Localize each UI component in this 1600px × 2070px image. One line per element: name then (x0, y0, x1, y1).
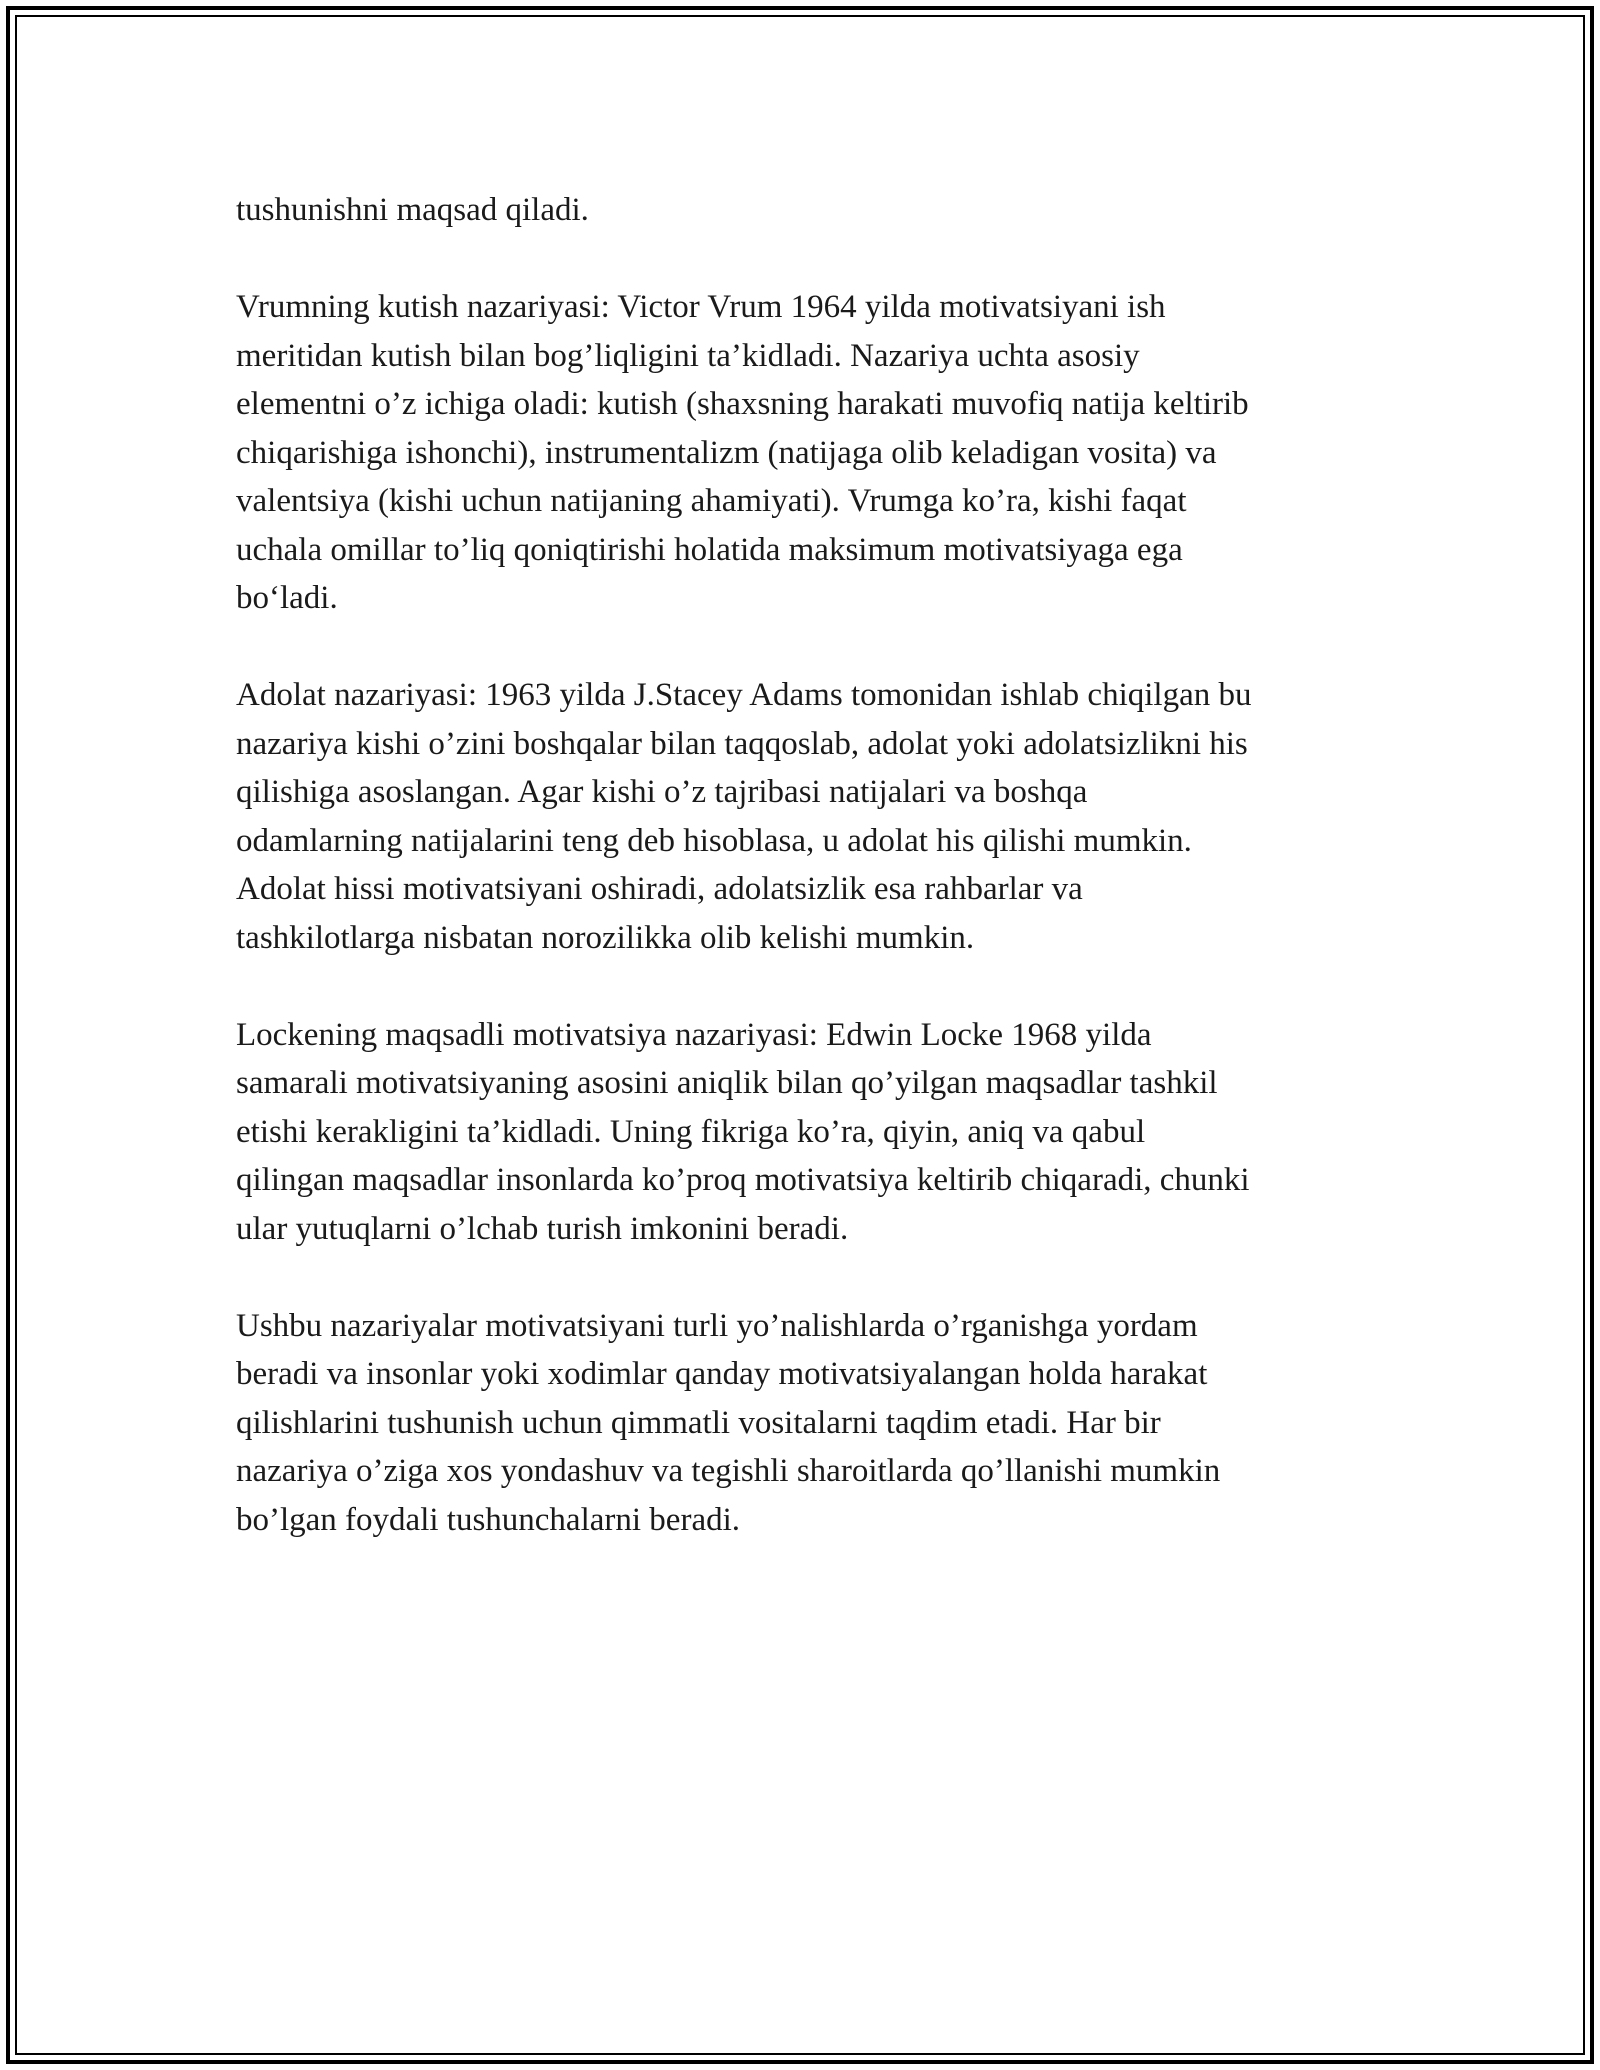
paragraph-conclusion: Ushbu nazariyalar motivatsiyani turli yo’nalishlarda o’rganishga yordam beradi va insonlar yoki xodimlar qanday motivatsiyalangan holda harakat qilishlarini tushunish uchun qimmatli vositalarni taqdim etadi. Har bir nazariya o’ziga xos yondashuv va tegishli sharoitlarda qo’llanishi mumkin bo’lgan foydali tushunchalarni beradi. (236, 1307, 1221, 1538)
paragraph-continuation: tushunishni maqsad qiladi. (236, 192, 589, 228)
page-content (236, 186, 1376, 1593)
paragraph-locke-goal-setting-theory: Lockening maqsadli motivatsiya nazariyasi: Edwin Locke 1968 yilda samarali motivatsiyaning asosini aniqlik bilan qo’yilgan maqsadlar tashkil etishi kerakligini ta’kidladi. Uning fikriga ko’ra, qiyin, aniq va qabul qilingan maqsadlar insonlarda ko’proq motivatsiya keltirib chiqaradi, chunki ular yutuqlarni o’lchab turish imkonini beradi. (236, 1016, 1250, 1247)
paragraph-adams-equity-theory: Adolat nazariyasi: 1963 yilda J.Stacey Adams tomonidan ishlab chiqilgan bu nazariya kishi o’zini boshqalar bilan taqqoslab, adolat yoki adolatsizlikni his qilishiga asoslangan. Agar kishi o’z tajribasi natijalari va boshqa odamlarning natijalarini teng deb hisoblasa, u adolat his qilishi mumkin. Adolat hissi motivatsiyani oshiradi, adolatsizlik esa rahbarlar va tashkilotlarga nisbatan norozilikka olib kelishi mumkin. (236, 677, 1252, 956)
paragraph-vroom-expectancy-theory: Vrumning kutish nazariyasi: Victor Vrum 1964 yilda motivatsiyani ish meritidan kutish bilan bog’liqligini ta’kidladi. Nazariya uchta asosiy elementni o’z ichiga oladi: kutish (shaxsning harakati muvofiq natija keltirib chiqarishiga ishonchi), instrumentalizm (natijaga olib keladigan vosita) va valentsiya (kishi uchun natijaning ahamiyati). Vrumga ko’ra, kishi faqat uchala omillar to’liq qoniqtirishi holatida maksimum motivatsiyaga ega bo‘ladi. (236, 289, 1249, 616)
